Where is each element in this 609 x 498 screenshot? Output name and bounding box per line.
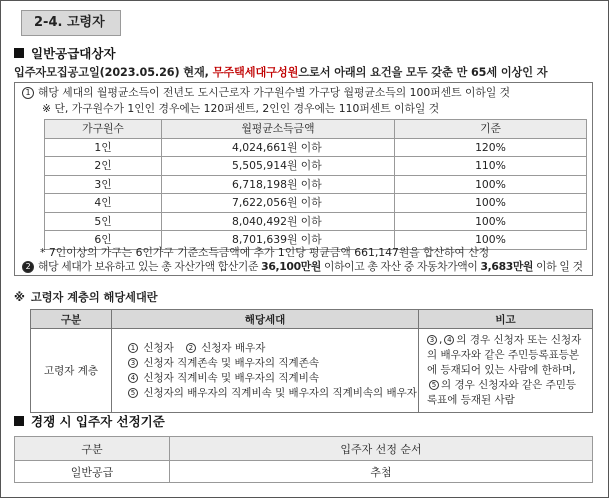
eq-header-remark: 비고 xyxy=(419,310,593,329)
cell-size: 5인 xyxy=(45,212,162,231)
cell-amount: 6,718,198원 이하 xyxy=(162,175,395,194)
eq-header-household: 해당세대 xyxy=(112,310,419,329)
cell-amount: 7,622,056원 이하 xyxy=(162,194,395,213)
table-row xyxy=(45,157,587,176)
section-title: 경쟁 시 입주자 선정기준 xyxy=(31,414,165,429)
eligible-household-table xyxy=(30,309,593,413)
intro-emphasis: 무주택세대구성원 xyxy=(212,66,299,79)
circled-number-icon: 5 xyxy=(429,380,439,390)
intro-date: 입주자모집공고일(2023.05.26) xyxy=(14,66,180,79)
sel-method: 추첨 xyxy=(170,461,593,483)
list-item xyxy=(126,371,418,386)
cell-size: 3인 xyxy=(45,175,162,194)
sel-type: 일반공급 xyxy=(15,461,170,483)
condition-2-text: 이하이고 총 자산 중 자동차가액이 xyxy=(320,260,481,273)
list-item-text: 신청자 직계존속 및 배우자의 직계존속 xyxy=(143,356,319,369)
list-item xyxy=(126,341,418,356)
section-heading-general-supply xyxy=(14,44,116,62)
circled-number-icon: 1 xyxy=(22,87,34,99)
condition-2-text: 해당 세대가 보유하고 있는 총 자산가액 합산기준 xyxy=(38,260,262,273)
list-item-text: 신청자 직계비속 및 배우자의 직계비속 xyxy=(143,371,319,384)
cell-standard: 120% xyxy=(395,138,587,157)
condition-1-text: 해당 세대의 월평균소득이 전년도 도시근로자 가구원수별 가구당 월평균소득의 100퍼센트 이하일 것 xyxy=(38,86,511,99)
square-bullet-icon xyxy=(14,48,24,58)
table-row xyxy=(45,138,587,157)
footnote: * 7인이상의 가구는 6인가구 기준소득금액에 추가 1인당 평균금액 661,147원을 합산하여 산정 xyxy=(40,246,490,259)
remark-text: 의 경우 신청자와 같은 주민등록표에 등재된 사람 xyxy=(427,379,577,406)
table-row xyxy=(15,461,593,483)
income-header-standard: 기준 xyxy=(395,120,587,139)
condition-1-note: ※ 단, 가구원수가 1인인 경우에는 120퍼센트, 2인인 경우에는 110퍼센트 이하일 것 xyxy=(42,102,440,115)
circled-number-icon: 1 xyxy=(128,343,138,353)
table-row xyxy=(31,329,593,413)
cell-amount: 8,040,492원 이하 xyxy=(162,212,395,231)
list-item-text: 신청자 xyxy=(143,341,174,354)
list-item-text: 신청자 배우자 xyxy=(201,341,266,354)
cell-size: 1인 xyxy=(45,138,162,157)
circled-number-icon: 5 xyxy=(128,388,138,398)
circled-number-icon: 4 xyxy=(444,335,454,345)
section-heading-eligible-household xyxy=(14,289,158,305)
eligibility-intro xyxy=(14,64,594,80)
circled-number-icon: 2 xyxy=(22,261,34,273)
vehicle-limit: 3,683만원 xyxy=(480,260,534,273)
section-title: 일반공급대상자 xyxy=(31,46,116,61)
list-item xyxy=(126,356,418,371)
condition-2 xyxy=(22,259,583,274)
condition-2-text: 이하 일 것 xyxy=(533,260,583,273)
cell-standard: 100% xyxy=(395,212,587,231)
cell-standard: 100% xyxy=(395,175,587,194)
asset-limit: 36,100만원 xyxy=(261,260,321,273)
eq-category: 고령자 계층 xyxy=(31,329,112,413)
cell-standard: 110% xyxy=(395,157,587,176)
cell-standard: 100% xyxy=(395,231,587,250)
sel-header-category: 구분 xyxy=(15,437,170,461)
cell-size: 6인 xyxy=(45,231,162,250)
intro-text: 현재, xyxy=(179,66,213,79)
eq-header-category: 구분 xyxy=(31,310,112,329)
income-table xyxy=(44,119,587,250)
cell-amount: 8,701,639원 이하 xyxy=(162,231,395,250)
cell-size: 4인 xyxy=(45,194,162,213)
eq-household-list xyxy=(112,329,419,413)
cell-standard: 100% xyxy=(395,194,587,213)
income-header-size: 가구원수 xyxy=(45,120,162,139)
circled-number-icon: 4 xyxy=(128,373,138,383)
eq-remark: 3 , 4 의 경우 신청자 또는 신청자의 배우자와 같은 주민등록표등본에 등재되어 있는 사람에 한하며, 5 의 경우 신청자와 같은 주민등록표에 등재된 사람 xyxy=(419,329,593,413)
table-row xyxy=(45,175,587,194)
list-item xyxy=(126,386,418,401)
square-bullet-icon xyxy=(14,416,24,426)
cell-size: 2인 xyxy=(45,157,162,176)
condition-1 xyxy=(22,85,510,100)
selection-table xyxy=(14,436,593,483)
reference-mark: ※ xyxy=(14,291,25,304)
table-row xyxy=(45,212,587,231)
circled-number-icon: 3 xyxy=(128,358,138,368)
list-item-text: 신청자의 배우자의 직계비속 및 배우자의 직계비속의 배우자 xyxy=(143,386,417,399)
intro-text-rest: 으로서 아래의 요건을 모두 갖춘 만 65세 이상인 자 xyxy=(298,66,548,79)
remark-text: 의 경우 신청자 또는 신청자의 배우자와 같은 주민등록표등본에 등재되어 있는 사람에 한하며, xyxy=(427,334,582,376)
circled-number-icon: 3 xyxy=(427,335,437,345)
sel-header-order: 입주자 선정 순서 xyxy=(170,437,593,461)
section-tag: 2-4. 고령자 xyxy=(21,10,121,36)
section-title: 고령자 계층의 해당세대란 xyxy=(30,291,158,304)
cell-amount: 5,505,914원 이하 xyxy=(162,157,395,176)
cell-amount: 4,024,661원 이하 xyxy=(162,138,395,157)
section-heading-selection xyxy=(14,412,165,430)
circled-number-icon: 2 xyxy=(186,343,196,353)
income-header-amount: 월평균소득금액 xyxy=(162,120,395,139)
table-row xyxy=(45,194,587,213)
